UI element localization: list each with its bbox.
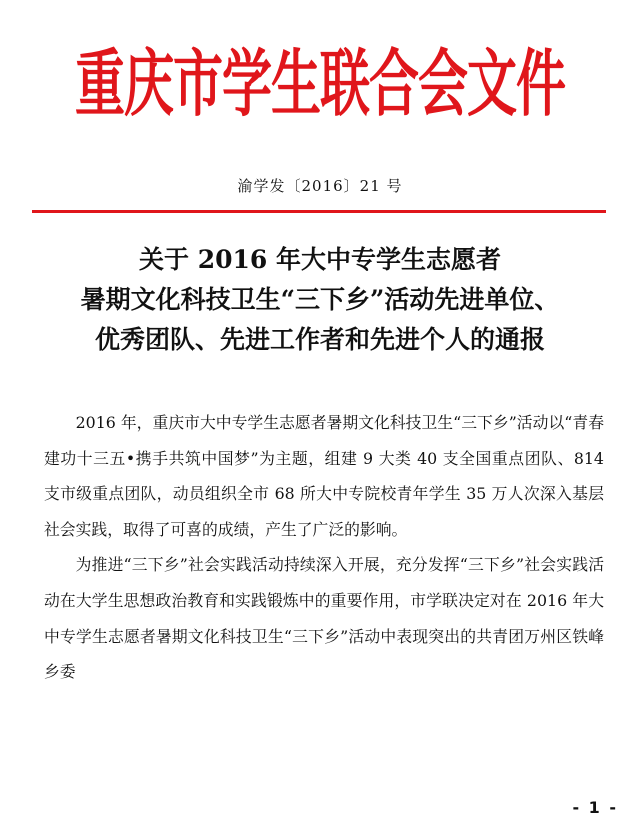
body-paragraph: 2016 年，重庆市大中专学生志愿者暑期文化科技卫生“三下乡”活动以“青春建功十三五•携手共筑中国梦”为主题，组建 9 大类 40 支全国重点团队、814 支市级重点团队，动员组织全市 68 所大中专院校青年学生 35 万人次深入基层社会实践，取得了可喜的成绩，产生了广泛的影响。 <box>44 413 604 539</box>
document-title-line: 关于 2016 年大中专学生志愿者 <box>139 245 501 274</box>
header-red-rule <box>32 210 606 213</box>
document-body <box>44 405 604 690</box>
document-number: 渝学发〔2016〕21 号 <box>237 177 403 195</box>
document-title <box>0 240 640 360</box>
page-number: - 1 - <box>572 798 618 817</box>
document-title-line: 暑期文化科技卫生“三下乡”活动先进单位、 <box>80 285 560 314</box>
body-paragraph: 为推进“三下乡”社会实践活动持续深入开展，充分发挥“三下乡”社会实践活动在大学生思想政治教育和实践锻炼中的重要作用，市学联决定对在 2016 年大中专学生志愿者暑期文化科技卫生“三下乡”活动中表现突出的共青团万州区铁峰乡委 <box>44 555 604 682</box>
document-title-line: 优秀团队、先进工作者和先进个人的通报 <box>94 325 545 354</box>
document-header-title: 重庆市学生联合会文件 <box>75 40 565 127</box>
